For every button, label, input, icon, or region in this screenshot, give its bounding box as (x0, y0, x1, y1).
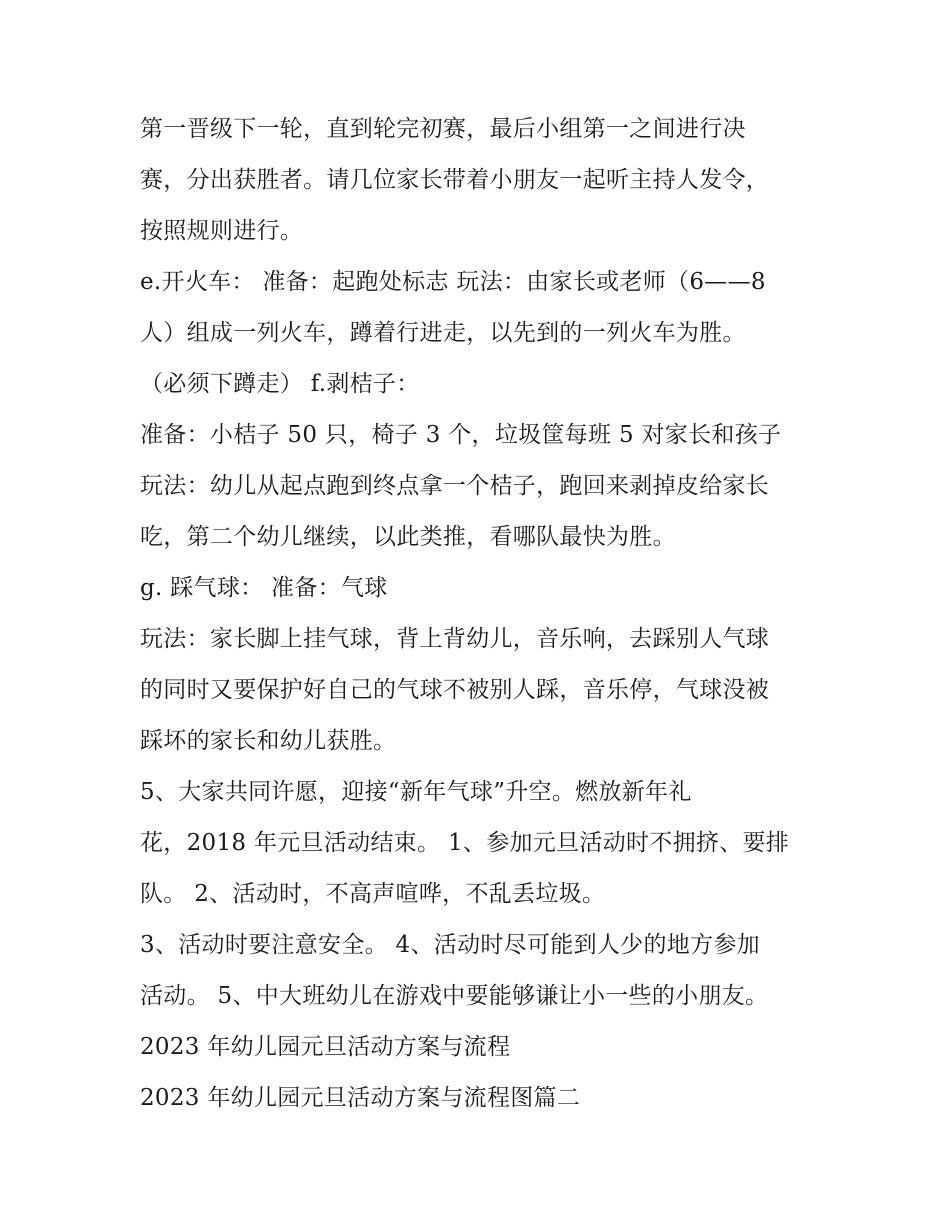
text-line-16: 队。 2、活动时，不高声喧哗，不乱丢垃圾。 (140, 881, 606, 907)
text-line-11: 玩法：家长脚上挂气球，背上背幼儿，音乐响，去踩别人气球 (140, 626, 770, 652)
section-heading-1: 2023 年幼儿园元旦活动方案与流程 (140, 1034, 511, 1060)
text-line-17: 3、活动时要注意安全。 4、活动时尽可能到人少的地方参加 (140, 932, 760, 958)
text-line-1: 第一晋级下一轮，直到轮完初赛，最后小组第一之间进行决 (140, 116, 746, 142)
text-line-15: 花，2018 年元旦活动结束。 1、参加元旦活动时不拥挤、要排 (140, 830, 790, 856)
text-line-18: 活动。 5、中大班幼儿在游戏中要能够谦让小一些的小朋友。 (140, 983, 769, 1009)
text-line-2: 赛，分出获胜者。请几位家长带着小朋友一起听主持人发令， (140, 167, 770, 193)
text-line-8: 玩法：幼儿从起点跑到终点拿一个桔子，跑回来剥掉皮给家长 (140, 473, 770, 499)
text-line-13: 踩坏的家长和幼儿获胜。 (140, 728, 397, 754)
text-line-10: g. 踩气球： 准备：气球 (140, 575, 388, 601)
text-line-5: 人）组成一列火车，蹲着行进走，以先到的一列火车为胜。 (140, 320, 746, 346)
text-line-9: 吃，第二个幼儿继续，以此类推，看哪队最快为胜。 (140, 524, 676, 550)
text-line-7: 准备：小桔子 50 只，椅子 3 个，垃圾筐每班 5 对家长和孩子 (140, 422, 782, 448)
text-line-12: 的同时又要保护好自己的气球不被别人踩，音乐停，气球没被 (140, 677, 770, 703)
text-line-3: 按照规则进行。 (140, 218, 304, 244)
section-heading-2: 2023 年幼儿园元旦活动方案与流程图篇二 (140, 1085, 581, 1111)
text-line-6: （必须下蹲走） f.剥桔子： (140, 371, 420, 397)
text-line-14: 5、大家共同许愿，迎接“新年气球”升空。燃放新年礼 (140, 779, 692, 805)
text-line-4: e.开火车： 准备：起跑处标志 玩法：由家长或老师（6——8 (140, 269, 766, 295)
